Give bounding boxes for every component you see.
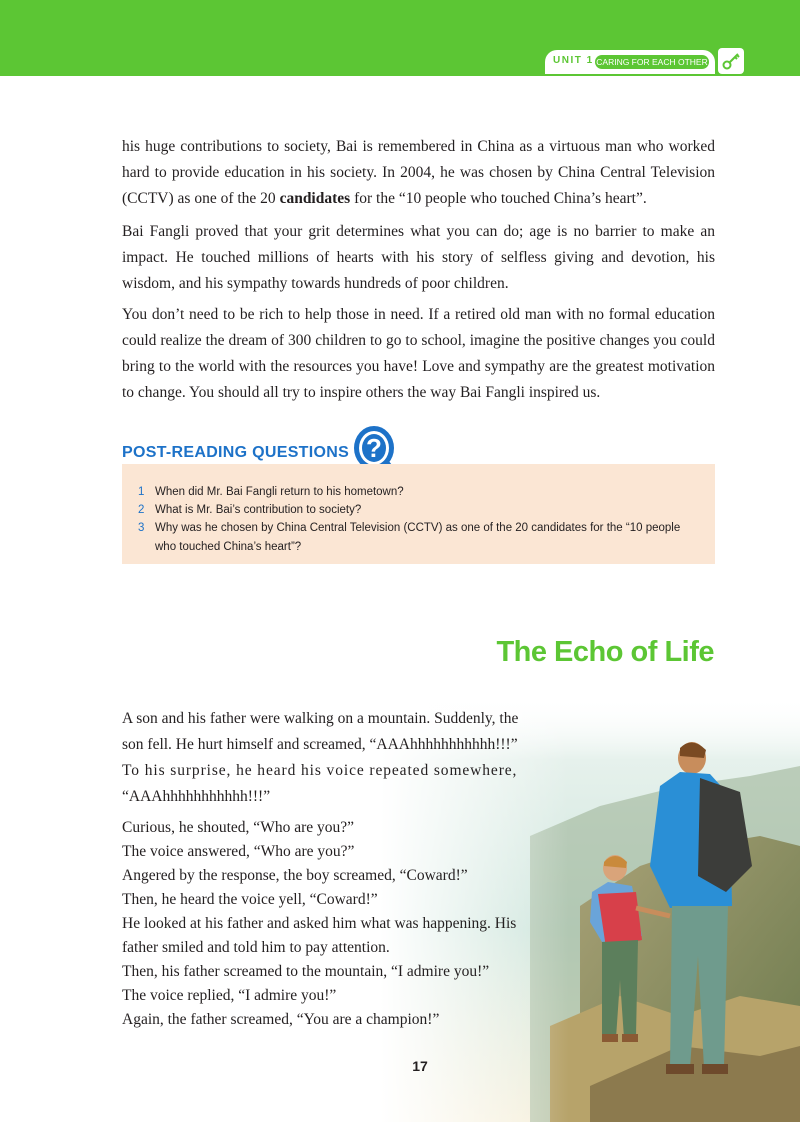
- post-reading-title: POST-READING QUESTIONS: [122, 444, 350, 461]
- story-line: He looked at his father and asked him what was happening. His: [122, 915, 517, 932]
- svg-text:?: ?: [366, 433, 382, 463]
- question-3-continued: who touched China’s heart”?: [155, 541, 302, 553]
- story-line: “AAAhhhhhhhhhhh!!!”: [122, 788, 271, 805]
- story-line: Again, the father screamed, “You are a champion!”: [122, 1011, 440, 1028]
- question-number: 3: [138, 522, 145, 534]
- story-line: A son and his father were walking on a mountain. Suddenly, the: [122, 710, 519, 727]
- bold-term: candidates: [279, 190, 351, 207]
- page-number: 17: [412, 1058, 428, 1074]
- question-2: What is Mr. Bai’s contribution to society?: [155, 504, 362, 516]
- story-line: son fell. He hurt himself and screamed, “AAAhhhhhhhhhhh!!!”: [122, 736, 518, 753]
- question-1: When did Mr. Bai Fangli return to his hometown?: [155, 486, 404, 498]
- story-line: The voice answered, “Who are you?”: [122, 843, 355, 860]
- unit-label: UNIT 1: [553, 55, 594, 66]
- question-number: 2: [138, 504, 145, 516]
- question-3: Why was he chosen by China Central Television (CCTV) as one of the 20 candidates for the “10 people: [155, 522, 681, 534]
- story-line: Curious, he shouted, “Who are you?”: [122, 819, 355, 836]
- story-line: The voice replied, “I admire you!”: [122, 987, 337, 1004]
- story-line: father smiled and told him to pay attention.: [122, 939, 390, 956]
- reading-paragraph-3: You don’t need to be rich to help those in need. If a retired old man with no formal education could realize the dream of 300 children to go to school, imagine the positive changes you could bring to the world with the resources you have! Love and sympathy are the greatest motivation to change. You should all try to inspire others the way Bai Fangli inspired us.: [122, 306, 715, 401]
- story-line: Then, he heard the voice yell, “Coward!”: [122, 891, 378, 908]
- question-number: 1: [138, 486, 145, 498]
- story-line: Then, his father screamed to the mountain, “I admire you!”: [122, 963, 490, 980]
- key-icon: [718, 48, 744, 74]
- reading-paragraph-2: Bai Fangli proved that your grit determines what you can do; age is no barrier to make an impact. He touched millions of hearts with his story of selfless giving and devotion, his wisdom, and his sympathy towards hundreds of poor children.: [122, 223, 715, 292]
- story-line: To his surprise, he heard his voice repeated somewhere,: [122, 762, 518, 779]
- unit-title: CARING FOR EACH OTHER: [596, 57, 708, 67]
- story-line: Angered by the response, the boy screamed, “Coward!”: [122, 867, 468, 884]
- reading-paragraph-1: his huge contributions to society, Bai is remembered in China as a virtuous man who worked hard to provide education in his society. In 2004, he was chosen by China Central Television (CCTV) as one of the 20 candidates for the “10 people who touched China’s heart”.: [122, 138, 715, 207]
- story-title: The Echo of Life: [496, 636, 714, 668]
